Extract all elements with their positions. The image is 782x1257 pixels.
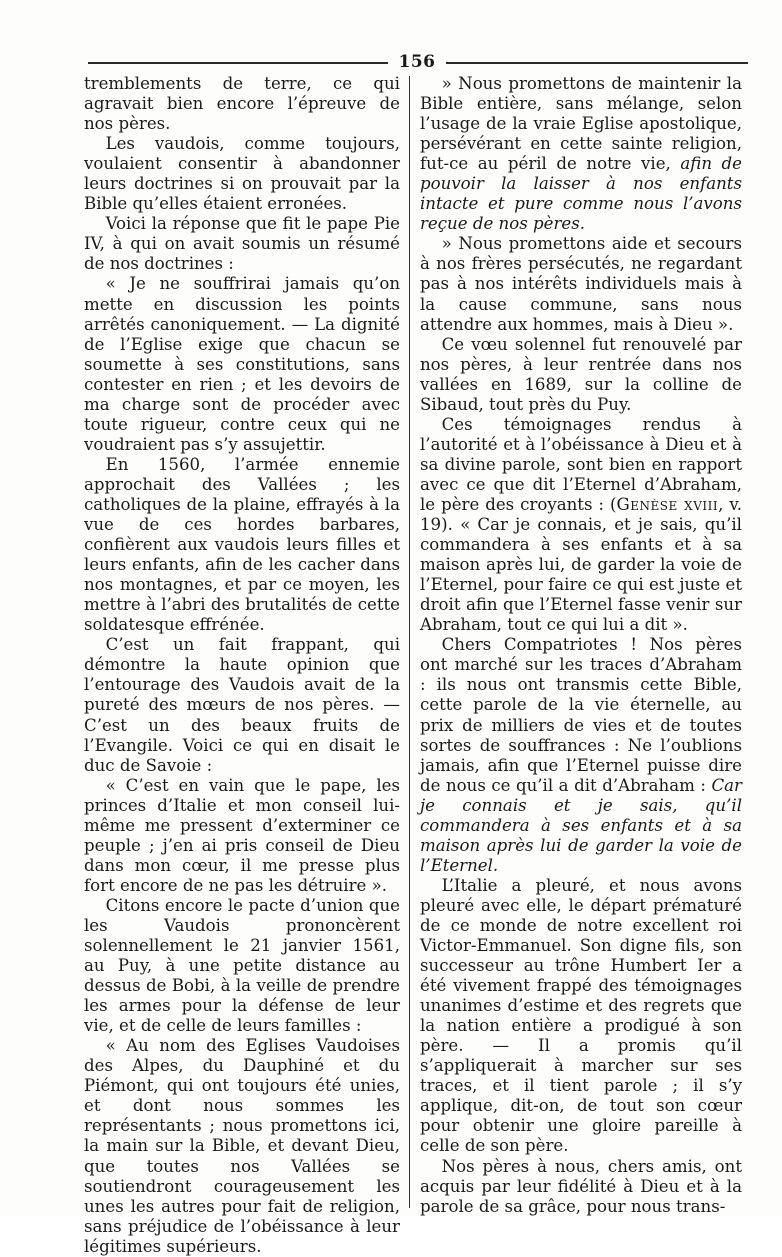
paragraph-text-after: , v. 19). « Car je connais, et je sais, qu’il commandera à ses enfants et à sa maison après lui, de garder la voie de l’Eternel, pour faire ce qui est juste et droit afin que l’Eternel fasse venir sur Abraham, tout ce qui lui a dit ». [420,494,742,635]
paragraph-text: » Nous promettons de maintenir la Bible entière, sans mélange, selon l’usage de la vraie Eglise apostolique, persévérant en cette sainte religion, fut-ce au péril de notre vie, [420,74,742,174]
paragraph [420,635,742,876]
page-number: 156 [398,52,436,72]
quote-paragraph: « Je ne souffrirai jamais qu’on mette en discussion les points arrêtés canoniquement. — La dignité de l’Eglise exige que chacun se soumette à ses constitutions, sans contester en rien ; et les devoirs de ma charge sont de procéder avec toute rigueur, contre ceux qui ne voudraient pas s’y assujettir. [84,274,400,454]
paragraph: L’Italie a pleuré, et nous avons pleuré avec elle, le départ prématuré de ce monde de notre excellent roi Victor-Emmanuel. Son digne fils, son successeur au trône Humbert Ier a été vivement frappé des témoignages unanimes d’estime et des regrets que la nation entière a prodigué à son père. — Il a promis qu’il s’appliquerait à marcher sur ses traces, et il tient parole ; il s’y applique, dit-on, de tout son cœur pour obtenir une gloire pareille à celle de son père. [420,875,742,1156]
paragraph-text: Ces témoignages rendus à l’autorité et à l’obéissance à Dieu et à sa divine parole, sont bien en rapport avec ce que dit l’Eternel d’Abraham, le père des croyants : ( [420,414,742,514]
paragraph: Nos pères à nous, chers amis, ont acquis par leur fidélité à Dieu et à la parole de sa grâce, pour nous trans- [420,1156,742,1216]
header-rule-left [88,62,388,64]
paragraph-italic: afin de pouvoir la laisser à nos enfants intacte et pure comme nous l’avons reçue de nos pères. [420,154,742,234]
paragraph: Citons encore le pacte d’union que les Vaudois prononcèrent solennellement le 21 janvier 1561, au Puy, à une petite distance au dessus de Bobi, à la veille de prendre les armes pour la défense de leur vie, et de celle de leurs familles : [84,895,400,1036]
header-rule-right [446,62,748,64]
left-column [84,74,400,1257]
paragraph: Voici la réponse que fit le pape Pie IV, à qui on avait soumis un résumé de nos doctrines : [84,214,400,274]
bible-reference: Genèse xviii [616,494,719,514]
page-header [88,52,748,72]
paragraph: En 1560, l’armée ennemie approchait des Vallées ; les catholiques de la plaine, effrayés à la vue de ces hordes barbares, confièrent aux vaudois leurs filles et leurs enfants, afin de les cacher dans nos montagnes, et par ce moyen, les mettre à l’abri des brutalités de cette soldatesque effrénée. [84,454,400,635]
right-column [420,74,742,1217]
paragraph: tremblements de terre, ce qui agravait bien encore l’épreuve de nos pères. [84,74,400,134]
paragraph: Les vaudois, comme toujours, voulaient consentir à abandonner leurs doctrines si on prouvait par la Bible qu’elles étaient erronées. [84,134,400,214]
quote-paragraph: « C’est en vain que le pape, les princes d’Italie et mon conseil lui-même me pressent d’exterminer ce peuple ; j’en ai pris conseil de Dieu dans mon cœur, il me presse plus fort encore de ne pas les détruire ». [84,775,400,895]
paragraph [420,415,742,636]
paragraph-text: Chers Compatriotes ! Nos pères ont marché sur les traces d’Abraham : ils nous ont transmis cette Bible, cette parole de la vie éternelle, au prix de milliers de vies et de toutes sortes de souffrances : Ne l’oublions jamais, afin que l’Eternel puisse dire de nous ce qu’il a dit d’Abraham : [420,635,742,795]
quote-paragraph [420,74,742,234]
quote-paragraph: « Au nom des Eglises Vaudoises des Alpes, du Dauphiné et du Piémont, qui ont toujours été unies, et dont nous sommes les représentants ; nous promettons ici, la main sur la Bible, et devant Dieu, que toutes nos Vallées se soutiendront courageusement les unes les autres pour fait de religion, sans préjudice de l’obéissance à leur légitimes supérieurs. [84,1036,400,1256]
quote-paragraph: » Nous promettons aide et secours à nos frères persécutés, ne regardant pas à nos intérêts individuels mais à la cause commune, sans nous attendre aux hommes, mais à Dieu ». [420,234,742,334]
paragraph: Ce vœu solennel fut renouvelé par nos pères, à leur rentrée dans nos vallées en 1689, sur la colline de Sibaud, tout près du Puy. [420,334,742,414]
paragraph-italic: Car je connais et je sais, qu’il commandera à ses enfants et à sa maison après lui de garder la voie de l’Eternel. [420,775,742,875]
paragraph: C’est un fait frappant, qui démontre la haute opinion que l’entourage des Vaudois avait de la pureté des mœurs de nos pères. — C’est un des beaux fruits de l’Evangile. Voici ce qui en disait le duc de Savoie : [84,635,400,775]
column-divider [409,76,410,1208]
